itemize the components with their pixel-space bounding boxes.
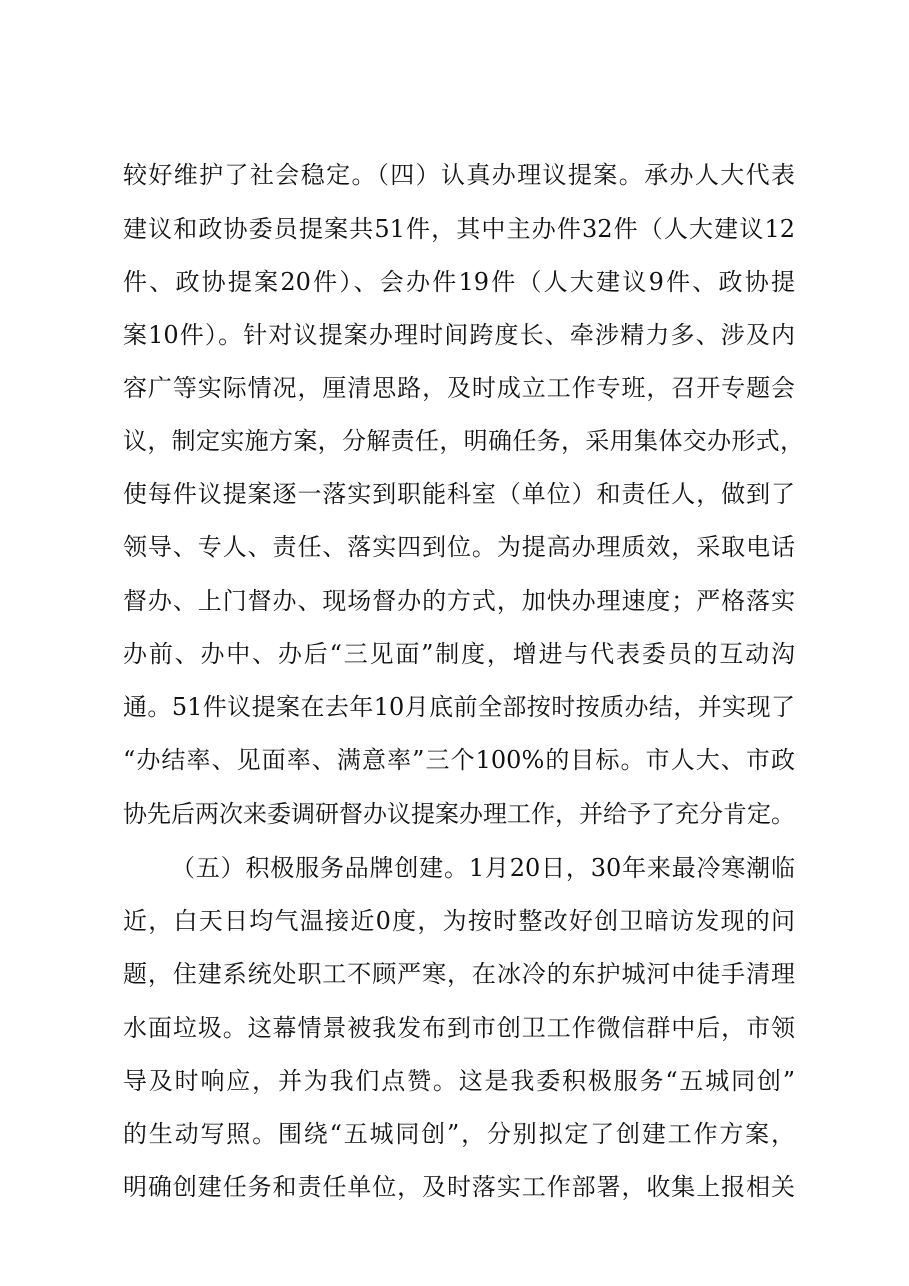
paragraph-line: 题，住建系统处职工不顾严寒，在冰冷的东护城河中徒手清理 bbox=[123, 960, 795, 988]
paragraph-line: 议，制定实施方案，分解责任，明确任务，采用集体交办形式， bbox=[123, 427, 804, 455]
paragraph-line: 建议和政协委员提案共51件，其中主办件32件（人大建议12 bbox=[123, 215, 795, 243]
paragraph-line: “办结率、见面率、满意率”三个100%的目标。市人大、市政 bbox=[123, 746, 795, 774]
paragraph-line: 使每件议提案逐一落实到职能科室（单位）和责任人，做到了 bbox=[123, 480, 795, 508]
paragraph-line: 督办、上门督办、现场督办的方式，加快办理速度；严格落实 bbox=[123, 587, 795, 615]
paragraph-line: 的生动写照。围绕“五城同创”，分别拟定了创建工作方案， bbox=[123, 1120, 795, 1148]
paragraph-line: 案10件）。针对议提案办理时间跨度长、牵涉精力多、涉及内 bbox=[123, 321, 795, 349]
paragraph-line: 水面垃圾。这幕情景被我发布到市创卫工作微信群中后，市领 bbox=[123, 1014, 795, 1042]
paragraph-line: 导及时响应，并为我们点赞。这是我委积极服务“五城同创” bbox=[123, 1067, 795, 1095]
paragraph-line: 明确创建任务和责任单位，及时落实工作部署，收集上报相关 bbox=[123, 1173, 795, 1201]
paragraph-line: （五）积极服务品牌创建。1月20日，30年来最冷寒潮临 bbox=[171, 854, 795, 882]
paragraph-line: 办前、办中、办后“三见面”制度，增进与代表委员的互动沟 bbox=[123, 640, 795, 668]
paragraph-line: 领导、专人、责任、落实四到位。为提高办理质效，采取电话 bbox=[123, 533, 795, 561]
paragraph-line: 件、政协提案20件）、会办件19件（人大建议9件、政协提 bbox=[123, 268, 795, 296]
paragraph-line: 协先后两次来委调研督办议提案办理工作，并给予了充分肯定。 bbox=[123, 800, 795, 828]
paragraph-line: 近，白天日均气温接近0度，为按时整改好创卫暗访发现的问 bbox=[123, 907, 795, 935]
paragraph-line: 较好维护了社会稳定。（四）认真办理议提案。承办人大代表 bbox=[123, 161, 795, 189]
paragraph-line: 容广等实际情况，厘清思路，及时成立工作专班，召开专题会 bbox=[123, 374, 795, 402]
paragraph-line: 通。51件议提案在去年10月底前全部按时按质办结，并实现了 bbox=[123, 693, 795, 721]
